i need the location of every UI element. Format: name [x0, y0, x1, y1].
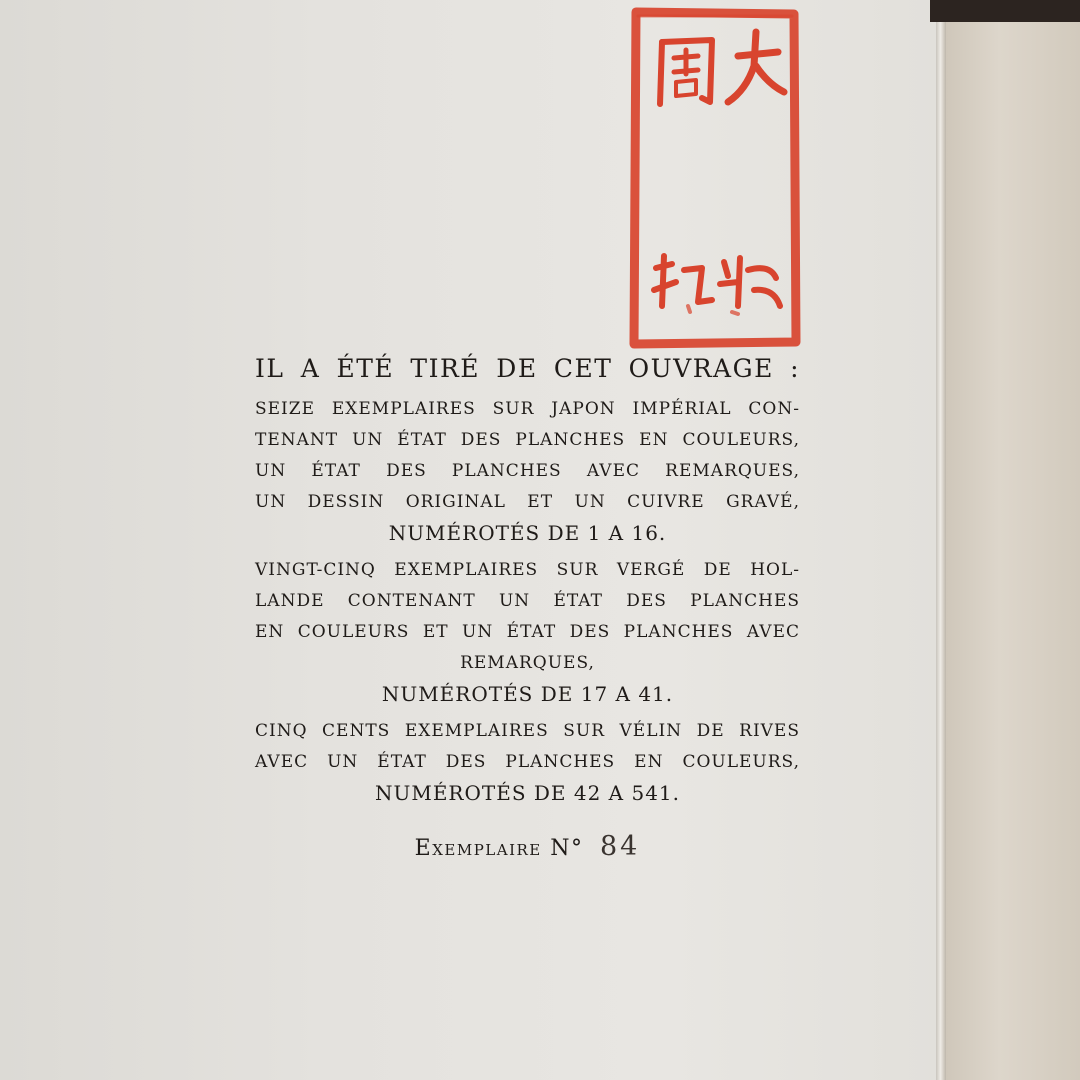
text-line: SEIZE EXEMPLAIRES SUR JAPON IMPÉRIAL CON-	[255, 399, 800, 419]
colophon-heading: IL A ÉTÉ TIRÉ DE CET OUVRAGE :	[255, 354, 800, 383]
text-line: LANDE CONTENANT UN ÉTAT DES PLANCHES	[255, 591, 800, 611]
text-line: EN COULEURS ET UN ÉTAT DES PLANCHES AVEC	[255, 622, 800, 642]
text-line: UN DESSIN ORIGINAL ET UN CUIVRE GRAVÉ,	[255, 492, 800, 512]
copy-number-value: 84	[600, 831, 641, 862]
text-line: AVEC UN ÉTAT DES PLANCHES EN COULEURS,	[255, 752, 800, 772]
text-line: CINQ CENTS EXEMPLAIRES SUR VÉLIN DE RIVES	[255, 721, 800, 741]
copy-number	[255, 831, 800, 862]
text-line: REMARQUES,	[460, 653, 595, 673]
text-line: TENANT UN ÉTAT DES PLANCHES EN COULEURS,	[255, 430, 800, 450]
page-edge	[936, 0, 946, 1080]
numbering-line: NUMÉROTÉS DE 1 A 16.	[388, 521, 667, 545]
colophon	[255, 352, 800, 862]
book-cover-board	[946, 0, 1080, 1080]
red-seal-stamp	[628, 6, 802, 350]
text-line: VINGT-CINQ EXEMPLAIRES SUR VERGÉ DE HOL-	[255, 560, 800, 580]
background-shadow	[930, 0, 1080, 22]
numbering-line: NUMÉROTÉS DE 17 A 41.	[381, 682, 674, 706]
copy-number-label: Exemplaire N°	[414, 836, 584, 861]
paragraph-velin	[255, 716, 800, 809]
paragraph-hollande	[255, 555, 800, 710]
paragraph-japon	[255, 394, 800, 549]
numbering-line: NUMÉROTÉS DE 42 A 541.	[374, 781, 681, 805]
text-line: UN ÉTAT DES PLANCHES AVEC REMARQUES,	[255, 461, 800, 481]
